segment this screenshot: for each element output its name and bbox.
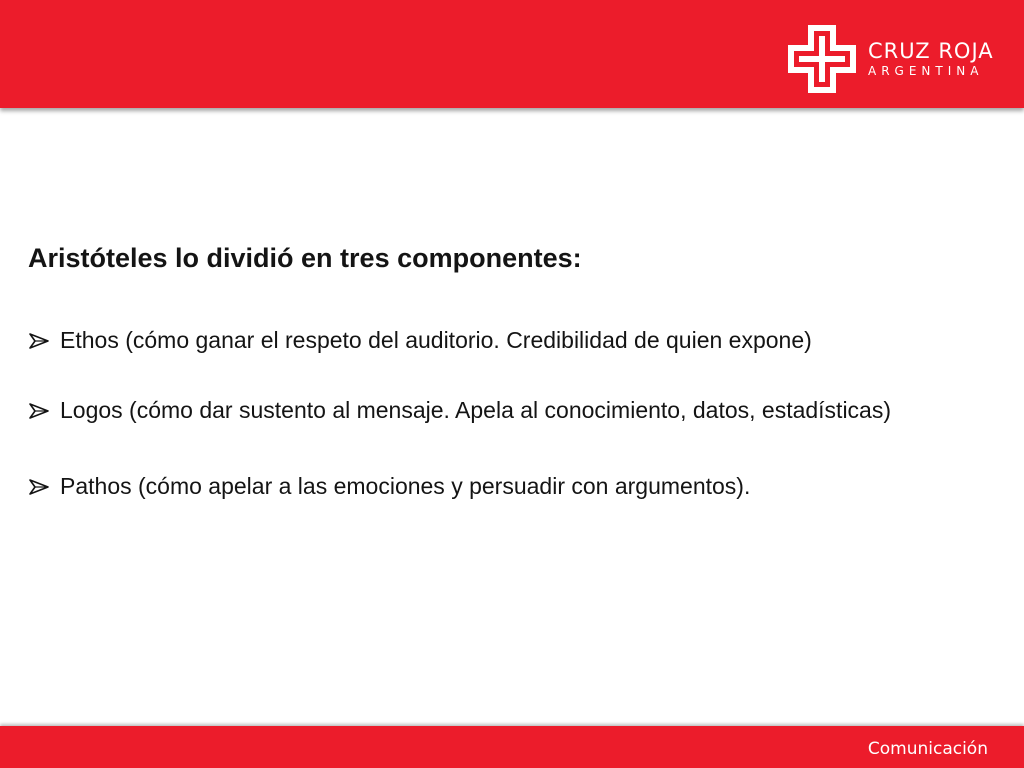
logo-name-line2: ARGENTINA: [868, 64, 984, 78]
bullet-list: [28, 324, 972, 502]
bullet-text-pathos: Pathos (cómo apelar a las emociones y persuadir con argumentos).: [60, 473, 751, 499]
bullet-item-pathos: [28, 470, 972, 502]
logo-text: [868, 39, 994, 79]
header-bar: [0, 0, 1024, 108]
slide-content: [28, 236, 972, 502]
bullet-item-ethos: [28, 324, 972, 356]
arrow-bullet-icon: [28, 333, 50, 349]
cruz-roja-logo: [786, 22, 994, 96]
bullet-text-logos: Logos (cómo dar sustento al mensaje. Apela al conocimiento, datos, estadísticas): [60, 397, 892, 423]
arrow-bullet-icon: [28, 403, 50, 419]
bullet-text-ethos: Ethos (cómo ganar el respeto del auditorio. Credibilidad de quien expone): [60, 327, 812, 353]
arrow-bullet-icon: [28, 479, 50, 495]
bullet-item-logos: [28, 394, 972, 426]
red-cross-icon: [786, 23, 858, 95]
logo-name-line1: CRUZ ROJA: [868, 39, 994, 63]
slide-heading: Aristóteles lo dividió en tres componentes:: [28, 243, 582, 273]
footer-bar: [0, 726, 1024, 768]
footer-label: Comunicación: [867, 739, 988, 759]
